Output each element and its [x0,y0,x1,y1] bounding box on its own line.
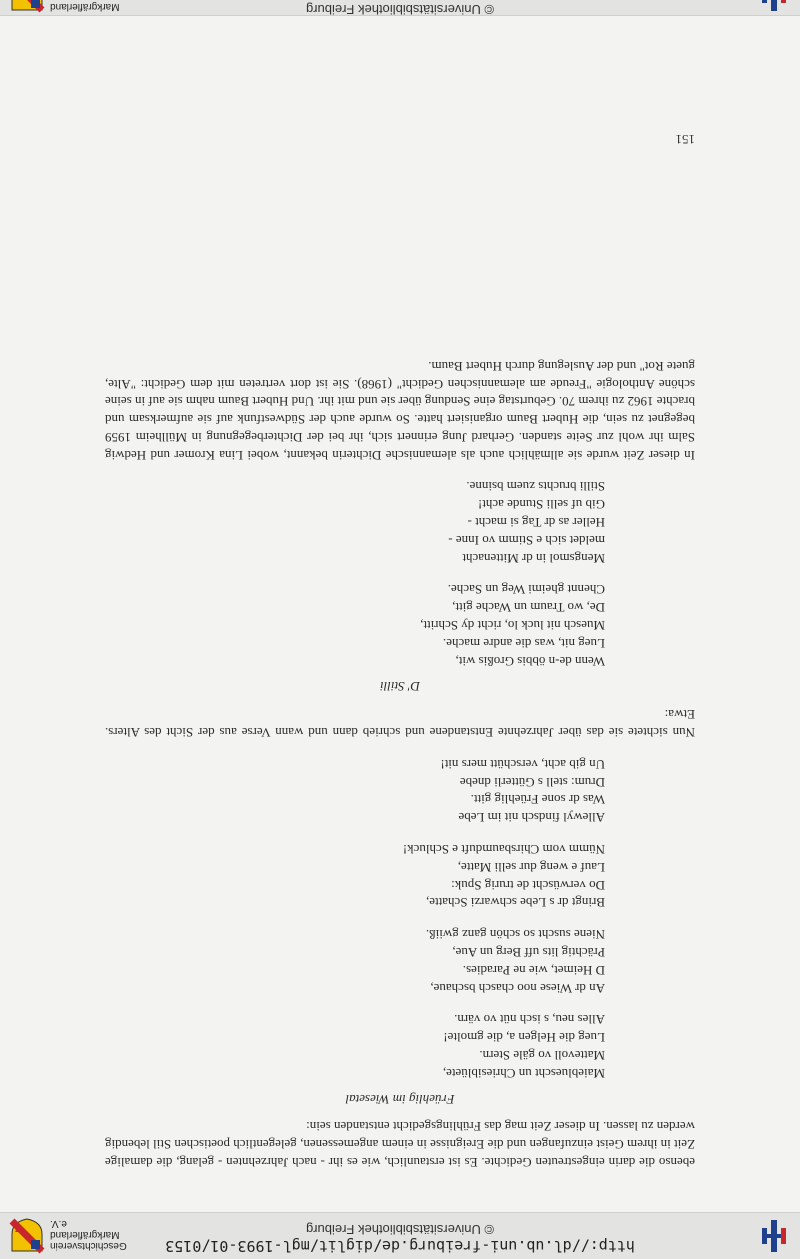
university-library-logo-icon [756,0,792,13]
intro-paragraph: ebenso die darin eingestreuten Gedichte. Es ist erstaunlich, wie es ihr - nach Jahrzehnten - gelang, die damalige Zeit in ihrem Geist einzufangen und die Ereignisse in einem angemessenen, gelegentlich poetischen Stil lebendig werden zu lassen. In dieser Zeit mag das Frühlingsgedicht entstanden sein: [105,1119,695,1170]
poem-line: Heller as dr Tag si macht - [467,515,605,531]
banner-bottom [0,0,800,16]
poem-line: Lauf e weng dur selli Matte, [457,859,605,875]
poem-line: Lueg die Helgen a, die gmolte! [443,1030,605,1046]
poem-line: Prächtig lits uff Berg un Aue, [452,945,605,961]
poem-title-1: Früehlig im Wiesetal [345,1091,455,1107]
closing-paragraph: In dieser Zeit wurde sie allmählich auch als alemannische Dichterin bekannt, wobei Lina Kromer und Hedwig Salm ihr wohl zur Seite standen. Gerhard Jung erinnert sich, ihr bei der Dichterbegegnung in Müllheim 1959 begegnet zu sein, die Hubert Baum organisiert hatte. So wurde auch der Südwestfunk auf sie aufmerksam und brachte 1962 zu ihrem 70. Geburtstag eine Sendung über sie und mit ihr. Und Hubert Baum nahm sie auf in seine schöne Anthologie "Freude am alemannischen Gedicht" (1968). Sie ist dort vertreten mit dem Gedicht: "Alte, guete Rot" und der Auslegung durch Hubert Baum. [105,358,695,463]
poem-line: Chennt gheimi Weg un Sache. [447,582,605,598]
poem-1 [105,755,695,1082]
poem-1-stanza [105,1011,605,1082]
university-library-logo-icon [756,1218,792,1254]
poem-2-stanza [105,478,605,567]
poem-line: meldet sich e Stimm vo Inne - [448,532,605,548]
poem-line: Mengsmol in dr Mittenacht [462,550,605,566]
page-text [105,357,695,1171]
poem-line: Mattevoll vo gäle Stern. [479,1048,605,1064]
poem-1-stanza [105,840,605,911]
poem-2 [105,478,695,670]
page-number: 151 [675,132,695,147]
poem-line: Gib uf selli Stunde acht! [477,497,605,513]
org-line-2: Markgräflerland [50,1,120,12]
poem-line: Maiebluescht un Chriesiblüete, [442,1065,605,1081]
poem-2-stanza [105,581,605,670]
poem-line: Allewyl findsch nit im Lebe [458,810,605,826]
poem-line: De, wo Traum un Wache gitt, [452,600,605,616]
coat-of-arms-icon [9,0,45,13]
poem-line: Muesch nit luck lo, richt dy Schritt, [420,618,605,634]
poem-1-stanza [105,925,605,996]
banner-copyright-bottom: © Universitätsbibliothek Freiburg [305,2,495,17]
poem-line: An dr Wiese noo chasch bschaue, [430,980,605,996]
poem-line: Un gib acht, verschütt mers nit! [440,756,605,772]
poem-line: Was dr sone Früehlig gitt. [470,792,605,808]
middle-paragraph: Nun sichtete sie das über Jahrzehnte Entstandene und schrieb dann und wann Verse aus der Sicht des Alters. Etwa: [105,707,695,741]
banner-url[interactable]: http://dl.ub.uni-freiburg.de/diglit/mgl-1993-01/0153 [165,1237,635,1255]
poem-line: Stilli bruchts zuem bsinne. [466,479,605,495]
poem-1-stanza [105,755,605,826]
poem-line: D Heimet, wie ne Paradies. [462,962,605,978]
poem-line: Alles neu, s isch nüt vo värn. [454,1012,605,1028]
banner-copyright: © Universitätsbibliothek Freiburg [305,1222,495,1237]
poem-line: Wenn de-n öbbis Großis wit, [455,653,605,669]
poem-line: Niene suscht so schön ganz gwiiß. [425,927,605,943]
org-line-1: Geschichtsverein [50,1240,127,1251]
poem-line: Lueg nit, was die andre mache. [442,635,605,651]
poem-line: Do verwüscht de trurig Spuk: [451,877,605,893]
poem-title-2: D' Stilli [380,679,420,695]
org-line-2: Markgräflerland e.V. [50,1218,120,1240]
poem-line: Drum: stell s Gütterli dnebe [459,774,605,790]
poem-line: Bringt dr s Lebe schwarzi Schatte, [425,895,605,911]
org-name-bottom [50,0,130,12]
poem-line: Nümm vom Chirsbaumduft e Schluck! [402,842,605,858]
